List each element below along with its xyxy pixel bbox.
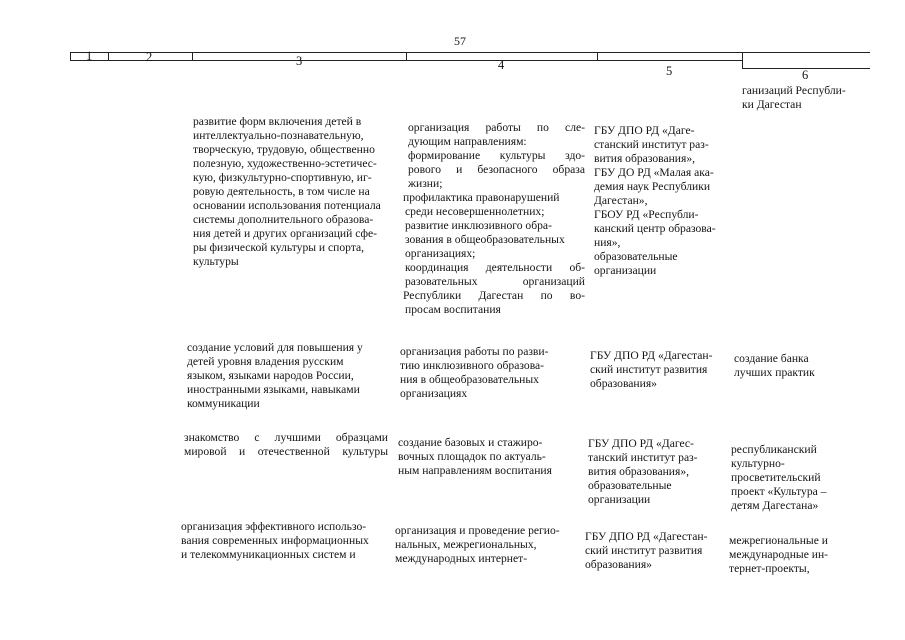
row1-measures-line-4: рового и безопасного образа — [408, 163, 585, 176]
row1-measures-line-10: организациях; — [405, 247, 476, 260]
row2-direction: создание условий для повышения у детей уровня владения русским языком, языками народов России, иностранными языками, навыками коммуникации — [187, 341, 363, 410]
row2-responsible: ГБУ ДПО РД «Дагестан- ский институт развития образования» — [590, 349, 713, 390]
row1-measures-line-8: развитие инклюзивного обра- — [405, 219, 552, 232]
header-divider-3 — [406, 52, 407, 61]
row1-measures-line-9: зования в общеобразовательных — [405, 233, 565, 246]
row1-measures-line-2: дующим направлениям: — [408, 135, 527, 148]
row3-result: республиканский культурно- просветительский проект «Культура – детям Дагестана» — [731, 443, 827, 512]
header-col-6: 6 — [802, 68, 809, 82]
row4-measures — [395, 524, 585, 566]
header-top-rule — [70, 52, 870, 53]
row1-direction: развитие форм включения детей в интеллектуально-познавательную, творческую, трудовую, общественно полезную, художественно-эстетичес- кую, физкультурно-спортивную, иг- ровую деятельность, в том числе на основании использования потенциала системы дополнительного образова- ния детей и других организаций сфе- ры физической культуры и спорта, культуры — [193, 115, 381, 268]
row1-measures — [403, 121, 585, 317]
row2-measures — [400, 345, 582, 401]
row3-direction — [184, 431, 388, 459]
row1-measures-line-6: профилактика правонарушений — [403, 191, 560, 204]
continuation-text-col6: ганизаций Республи- ки Дагестан — [742, 84, 846, 111]
row4-measures-line-2: нальных, межрегиональных, — [395, 538, 537, 551]
header-col-2: 2 — [146, 50, 153, 64]
row1-measures-line-11: координация деятельности об- — [405, 261, 585, 274]
header-divider-5 — [742, 52, 743, 69]
row2-measures-line-1: организация работы по разви- — [400, 345, 549, 358]
header-divider-0 — [70, 52, 71, 61]
row3-measures-line-1: создание базовых и стажиро- — [398, 436, 543, 449]
header-col-3: 3 — [296, 54, 303, 68]
row3-direction-text: знакомство с лучшими образцами мировой и отечественной культуры — [184, 431, 388, 458]
header-col-5: 5 — [666, 64, 673, 78]
row2-measures-line-4: организациях — [400, 387, 468, 400]
row1-measures-line-14: просам воспитания — [405, 303, 501, 316]
row2-measures-line-3: ния в общеобразовательных — [400, 373, 539, 386]
row3-measures — [398, 436, 580, 478]
header-divider-1 — [108, 52, 109, 61]
row4-direction: организация эффективного использо- вания современных информационных и телекоммуникационных систем и — [181, 520, 369, 561]
header-divider-2 — [192, 52, 193, 61]
row1-measures-line-13: Республики Дагестан по во- — [403, 289, 585, 302]
header-col-4: 4 — [498, 58, 505, 72]
row1-measures-line-7: среди несовершеннолетних; — [405, 205, 545, 218]
table-header — [70, 49, 870, 82]
row1-measures-line-12: разовательных организаций — [405, 275, 585, 288]
row1-measures-line-1: организация работы по сле- — [408, 121, 585, 134]
row4-measures-line-1: организация и проведение регио- — [395, 524, 560, 537]
row1-responsible: ГБУ ДПО РД «Даге- станский институт раз- вития образования», ГБУ ДО РД «Малая ака- демия наук Республики Дагестан», ГБОУ РД «Республи- канский центр образова- ния», образовательные организации — [594, 124, 716, 277]
row3-measures-line-3: ным направлениям воспитания — [398, 464, 552, 477]
header-divider-4 — [597, 52, 598, 61]
header-col-1: 1 — [86, 49, 93, 63]
row1-measures-line-5: жизни; — [408, 177, 443, 190]
row3-measures-line-2: вочных площадок по актуаль- — [398, 450, 546, 463]
row1-measures-line-3: формирование культуры здо- — [408, 149, 585, 162]
row4-measures-line-3: международных интернет- — [395, 552, 528, 565]
row2-measures-line-2: тию инклюзивного образова- — [400, 359, 545, 372]
row3-responsible: ГБУ ДПО РД «Дагес- танский институт раз- вития образования», образовательные организации — [588, 437, 698, 506]
row4-responsible: ГБУ ДПО РД «Дагестан- ский институт развития образования» — [585, 530, 708, 571]
page-number: 57 — [454, 34, 466, 48]
row4-result: межрегиональные и международные ин- тернет-проекты, — [729, 534, 829, 575]
row2-result: создание банка лучших практик — [734, 352, 815, 379]
